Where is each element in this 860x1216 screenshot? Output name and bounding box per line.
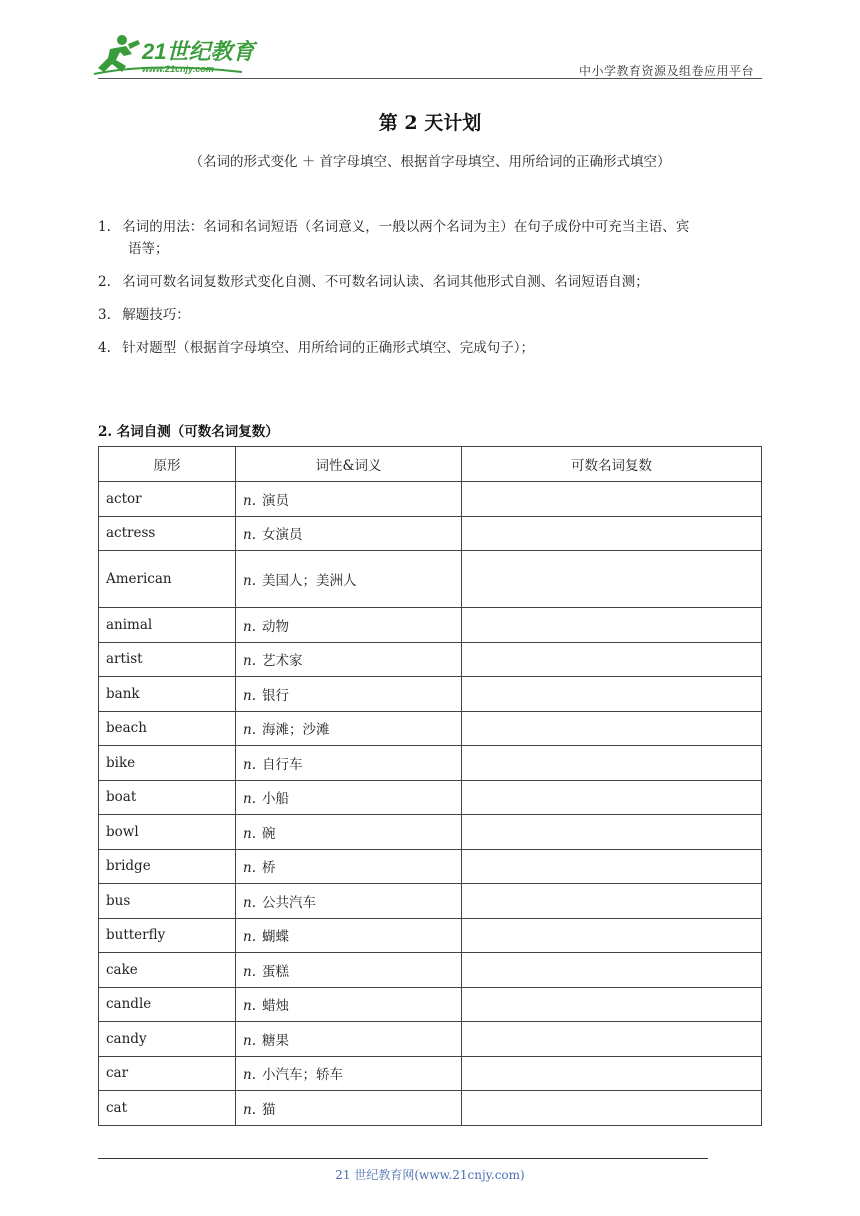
part-of-speech: n. — [243, 929, 256, 946]
part-of-speech: n. — [243, 573, 256, 589]
pos-meaning-cell — [236, 815, 462, 850]
meaning: 蜡烛 — [262, 998, 289, 1015]
meaning: 碗 — [262, 825, 276, 842]
base-form-cell: bus — [99, 884, 236, 919]
pos-meaning-cell — [236, 780, 462, 815]
runner-icon — [98, 35, 140, 72]
platform-name: 中小学教育资源及组卷应用平台 — [578, 64, 754, 78]
table-row — [99, 815, 762, 850]
study-point — [98, 304, 764, 326]
part-of-speech: n. — [243, 1067, 256, 1084]
meaning: 动物 — [262, 618, 289, 635]
column-header-plural: 可数名词复数 — [462, 447, 762, 482]
plural-answer-cell[interactable] — [462, 516, 762, 551]
plural-answer-cell[interactable] — [462, 953, 762, 988]
meaning: 桥 — [262, 860, 276, 877]
study-point — [98, 216, 764, 260]
point-number: 1. — [98, 219, 111, 235]
table-row — [99, 1091, 762, 1126]
base-form-cell: bowl — [99, 815, 236, 850]
plural-answer-cell[interactable] — [462, 608, 762, 643]
base-form-cell: actor — [99, 482, 236, 517]
table-row — [99, 1056, 762, 1091]
pos-meaning-cell — [236, 953, 462, 988]
table-row — [99, 884, 762, 919]
part-of-speech: n. — [243, 1101, 256, 1118]
table-row — [99, 482, 762, 517]
base-form-cell: beach — [99, 711, 236, 746]
part-of-speech: n. — [243, 618, 256, 635]
footer-divider — [98, 1158, 708, 1159]
table-row — [99, 746, 762, 781]
plural-answer-cell[interactable] — [462, 1091, 762, 1126]
part-of-speech: n. — [243, 860, 256, 877]
part-of-speech: n. — [243, 653, 256, 670]
pos-meaning-cell — [236, 642, 462, 677]
table-row — [99, 780, 762, 815]
part-of-speech: n. — [243, 998, 256, 1015]
base-form-cell: animal — [99, 608, 236, 643]
table-header-row — [99, 447, 762, 482]
point-text-continued: 语等； — [128, 241, 169, 257]
point-text: 名词的用法：名词和名词短语（名词意义，一般以两个名词为主）在句子成份中可充当主语、宾 — [122, 219, 690, 235]
part-of-speech: n. — [243, 687, 256, 704]
pos-meaning-cell — [236, 1022, 462, 1057]
meaning: 艺术家 — [262, 653, 303, 670]
meaning: 小汽车；轿车 — [262, 1067, 343, 1084]
point-text: 名词可数名词复数形式变化自测、不可数名词认读、名词其他形式自测、名词短语自测； — [122, 274, 649, 290]
table-row — [99, 711, 762, 746]
base-form-cell: American — [99, 551, 236, 608]
study-points — [98, 216, 764, 370]
pos-meaning-cell — [236, 1056, 462, 1091]
meaning: 演员 — [262, 492, 289, 509]
plural-answer-cell[interactable] — [462, 815, 762, 850]
meaning: 蛋糕 — [262, 963, 289, 980]
meaning: 糖果 — [262, 1032, 289, 1049]
table-row — [99, 677, 762, 712]
base-form-cell: bank — [99, 677, 236, 712]
base-form-cell: cake — [99, 953, 236, 988]
plural-answer-cell[interactable] — [462, 884, 762, 919]
part-of-speech: n. — [243, 492, 256, 509]
base-form-cell: car — [99, 1056, 236, 1091]
part-of-speech: n. — [243, 1032, 256, 1049]
pos-meaning-cell — [236, 849, 462, 884]
pos-meaning-cell — [236, 918, 462, 953]
table-row — [99, 608, 762, 643]
noun-plural-table — [98, 446, 762, 1126]
plural-answer-cell[interactable] — [462, 746, 762, 781]
footer-text: 21 世纪教育网(www.21cnjy.com) — [335, 1168, 525, 1182]
table-row — [99, 918, 762, 953]
pos-meaning-cell — [236, 608, 462, 643]
part-of-speech: n. — [243, 722, 256, 739]
page-subtitle: （名词的形式变化 ＋ 首字母填空、根据首字母填空、用所给词的正确形式填空） — [189, 154, 671, 170]
table-row — [99, 953, 762, 988]
section-title: 2. 名词自测（可数名词复数） — [98, 424, 279, 440]
pos-meaning-cell — [236, 516, 462, 551]
meaning: 猫 — [262, 1101, 276, 1118]
column-header-pos-meaning: 词性&词义 — [236, 447, 462, 482]
base-form-cell: butterfly — [99, 918, 236, 953]
plural-answer-cell[interactable] — [462, 711, 762, 746]
part-of-speech: n. — [243, 825, 256, 842]
part-of-speech: n. — [243, 963, 256, 980]
pos-meaning-cell — [236, 711, 462, 746]
plural-answer-cell[interactable] — [462, 780, 762, 815]
point-text: 针对题型（根据首字母填空、用所给词的正确形式填空、完成句子）； — [122, 340, 535, 356]
base-form-cell: artist — [99, 642, 236, 677]
base-form-cell: candle — [99, 987, 236, 1022]
plural-answer-cell[interactable] — [462, 918, 762, 953]
point-number: 4. — [98, 340, 111, 356]
plural-answer-cell[interactable] — [462, 987, 762, 1022]
column-header-base-form: 原形 — [99, 447, 236, 482]
page-header — [92, 32, 762, 82]
base-form-cell: candy — [99, 1022, 236, 1057]
pos-meaning-cell — [236, 677, 462, 712]
pos-meaning-cell — [236, 1091, 462, 1126]
pos-meaning-cell — [236, 551, 462, 608]
base-form-cell: boat — [99, 780, 236, 815]
plural-answer-cell[interactable] — [462, 551, 762, 608]
meaning: 自行车 — [262, 756, 303, 773]
pos-meaning-cell — [236, 482, 462, 517]
table-row — [99, 551, 762, 608]
base-form-cell: bike — [99, 746, 236, 781]
plural-answer-cell[interactable] — [462, 642, 762, 677]
part-of-speech: n. — [243, 756, 256, 773]
meaning: 小船 — [262, 791, 289, 808]
table-row — [99, 516, 762, 551]
base-form-cell: cat — [99, 1091, 236, 1126]
study-point — [98, 337, 764, 359]
logo-url: www.21cnjy.com — [142, 64, 214, 74]
part-of-speech: n. — [243, 527, 256, 544]
table-row — [99, 1022, 762, 1057]
point-number: 2. — [98, 274, 111, 290]
base-form-cell: bridge — [99, 849, 236, 884]
study-point — [98, 271, 764, 293]
part-of-speech: n. — [243, 894, 256, 911]
pos-meaning-cell — [236, 746, 462, 781]
meaning: 蝴蝶 — [262, 929, 289, 946]
point-number: 3. — [98, 307, 111, 323]
header-divider — [98, 78, 762, 79]
meaning: 女演员 — [262, 527, 303, 544]
table-row — [99, 642, 762, 677]
meaning: 美国人；美洲人 — [262, 573, 357, 589]
logo-text: 21世纪教育 — [142, 39, 255, 64]
page-title: 第 2 天计划 — [378, 112, 482, 134]
table-row — [99, 987, 762, 1022]
plural-answer-cell[interactable] — [462, 1056, 762, 1091]
meaning: 银行 — [262, 687, 289, 704]
base-form-cell: actress — [99, 516, 236, 551]
logo — [92, 32, 262, 78]
plural-answer-cell[interactable] — [462, 482, 762, 517]
meaning: 公共汽车 — [262, 894, 316, 911]
table-row — [99, 849, 762, 884]
plural-answer-cell[interactable] — [462, 1022, 762, 1057]
plural-answer-cell[interactable] — [462, 849, 762, 884]
table-body — [99, 482, 762, 1126]
pos-meaning-cell — [236, 987, 462, 1022]
point-text: 解题技巧： — [122, 307, 190, 323]
meaning: 海滩；沙滩 — [262, 722, 330, 739]
part-of-speech: n. — [243, 791, 256, 808]
pos-meaning-cell — [236, 884, 462, 919]
plural-answer-cell[interactable] — [462, 677, 762, 712]
